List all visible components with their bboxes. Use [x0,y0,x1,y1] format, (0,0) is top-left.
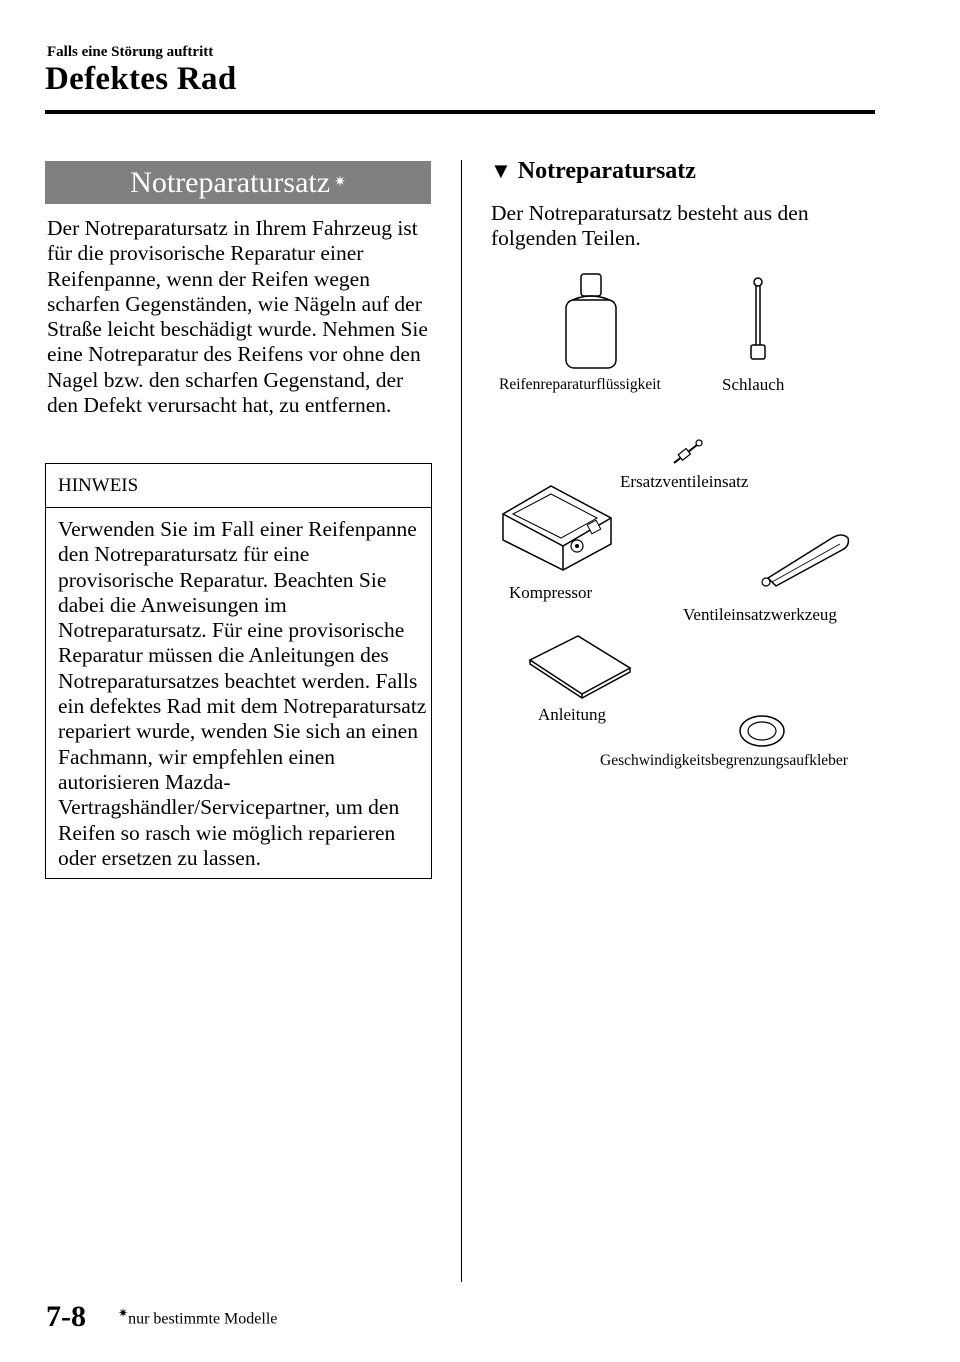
note-heading: HINWEIS [46,464,431,508]
valve-tool-icon [758,528,854,590]
part-label-valve-core: Ersatzventileinsatz [620,472,749,491]
note-body: Verwenden Sie im Fall einer Reifenpanne den Notreparatursatz für eine provisorische Reparatur. Beachten Sie dabei die Anweisungen im Notreparatursatz. Für eine provisorische Reparatur müssen die Anleitungen des Notreparatursatzes beachtet werden. Falls ein defektes Rad mit dem Notreparatursatz repariert wurde, wenden Sie sich an einen Fachmann, wir empfehlen einen autorisieren Mazda-Vertragshändler/Servicepartner, um den Reifen so rasch wie möglich reparieren oder ersetzen zu lassen. [58,517,427,870]
intro-paragraph: Der Notreparatursatz in Ihrem Fahrzeug ist für die provisorische Reparatur einer Reifenpanne, wenn der Reifen wegen scharfen Gegenständen, wie Nägeln auf der Straße leicht beschädigt wurde. Nehmen Sie eine Notreparatur des Reifens vor ohne den Nagel bzw. den scharfen Gegenstand, der den Defekt verursacht hat, zu entfernen. [47,216,428,418]
models-star-icon: ✷ [334,175,346,190]
column-divider [461,160,462,1282]
subsection-heading [490,158,696,185]
note-box [45,463,432,879]
speed-sticker-icon [738,714,786,748]
subsection-heading-text: Notreparatursatz [517,158,696,184]
section-banner [45,161,431,204]
section-label: Falls eine Störung auftritt [47,44,214,60]
hose-icon [744,277,774,367]
footnote-star-icon: ✷ [118,1306,129,1320]
page-number: 7-8 [46,1300,86,1333]
parts-intro: Der Notreparatursatz besteht aus den folgenden Teilen. [491,201,809,251]
banner-title: Notreparatursatz [130,165,331,199]
part-label-hose: Schlauch [722,375,785,394]
valve-core-icon [670,437,706,467]
part-label-fluid: Reifenreparaturflüssigkeit [499,376,661,393]
triangle-marker-icon: ▼ [490,158,512,183]
part-label-speed-sticker: Geschwindigkeitsbegrenzungsaufkleber [600,752,848,769]
compressor-icon [499,482,615,574]
part-label-manual: Anleitung [538,705,606,724]
page-title: Defektes Rad [45,61,237,97]
footnote [118,1306,277,1328]
part-label-valve-tool: Ventileinsatzwerkzeug [683,605,837,624]
footnote-text: nur bestimmte Modelle [128,1310,278,1328]
header-divider [45,110,875,114]
fluid-bottle-icon [560,272,622,372]
part-label-compressor: Kompressor [509,583,593,602]
manual-icon [528,634,634,700]
